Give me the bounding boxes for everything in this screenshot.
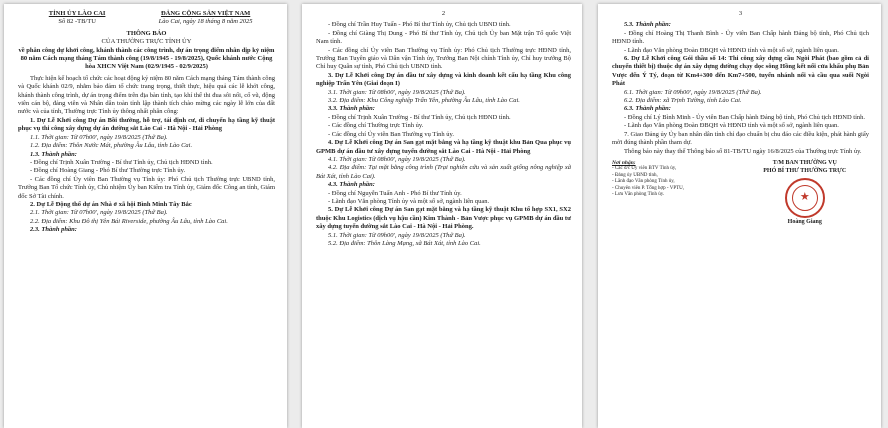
section-2-1: 2.1. Thời gian: Từ 07h00', ngày 19/8/2025 (Thứ Ba). bbox=[30, 209, 168, 217]
attendee-line: - Lãnh đạo Văn phòng Tỉnh ủy và một số sở, ngành liên quan. bbox=[328, 197, 490, 205]
attendee-line: - Đồng chí Trịnh Xuân Trường - Bí thư Tỉnh ủy, Chủ tịch HĐND tỉnh. bbox=[328, 113, 511, 121]
section-4-1: 4.1. Thời gian: Từ 08h00', ngày 19/8/2025 (Thứ Ba). bbox=[328, 155, 466, 163]
attendee-line: - Đồng chí Hoàng Thị Thanh Bình - Ủy viên Ban Chấp hành Đảng bộ tỉnh, Phó Chủ tịch HĐND tỉnh. bbox=[612, 29, 869, 46]
party-name: ĐẢNG CỘNG SẢN VIỆT NAM bbox=[160, 10, 251, 17]
attendee-line: - Các đồng chí Ủy viên Ban Thường vụ Tỉnh ủy: Phó Chủ tịch Thường trực UBND tỉnh, Trưởng Ban Tổ chức Tỉnh ủy, Chủ nhiệm Ủy ban Kiểm tra Tỉnh ủy, Giám đốc Công an tỉnh, Giám đốc Sở Tài chính. bbox=[18, 175, 275, 200]
doc-number: Số 82 -TB/TU bbox=[58, 18, 96, 26]
section-6-2: 6.2. Địa điểm: xã Trịnh Tường, tỉnh Lào Cai. bbox=[624, 97, 742, 105]
section-6-heading: 6. Dự Lễ Khởi công Gói thầu số 14: Thi công xây dựng cầu Ngòi Phát (bao gồm cả di chuyển thiết bị) thuộc dự án xây dựng đường chạy dọc sông Hồng kết nối cửa khẩu phụ Bản Vược đến Ý Tý, đoạn từ Km4+300 đến Km7+500, tuyến nhánh nối và cầu qua suối Ngòi Phát bbox=[612, 55, 869, 88]
signer-title: PHÓ BÍ THƯ THƯỜNG TRỰC bbox=[763, 167, 847, 174]
section-1-heading: 1. Dự Lễ Khởi công Dự án Bồi thường, hỗ trợ, tái định cư, di chuyển hạ tầng kỹ thuật phục vụ thi công xây dựng dự án đường sắt Lào Cai - Hà Nội - Hải Phòng bbox=[18, 116, 275, 133]
attendee-line: - Lãnh đạo Văn phòng Đoàn ĐBQH và HĐND tỉnh và một số sở, ngành liên quan. bbox=[624, 46, 839, 54]
section-2-3: 2.3. Thành phần: bbox=[30, 226, 77, 234]
section-3-2: 3.2. Địa điểm: Khu Công nghiệp Trấn Yên, phường Âu Lâu, tỉnh Lào Cai. bbox=[328, 97, 520, 105]
section-5-1: 5.1. Thời gian: Từ 09h00', ngày 19/8/2025 (Thứ Ba). bbox=[328, 231, 466, 239]
section-2-heading: 2. Dự Lễ Động thổ dự án Nhà ở xã hội Bình Minh Tây Bắc bbox=[30, 200, 192, 208]
section-3-1: 3.1. Thời gian: Từ 08h00', ngày 19/8/2025 (Thứ Ba). bbox=[328, 88, 466, 96]
recipient-item: - Đảng ủy UBND tỉnh, bbox=[612, 172, 658, 178]
section-6-1: 6.1. Thời gian: Từ 09h00', ngày 19/8/2025 (Thứ Ba). bbox=[624, 88, 762, 96]
doc-subtitle: CỦA THƯỜNG TRỰC TỈNH ỦY bbox=[101, 38, 192, 46]
attendee-line: - Các đồng chí Ủy viên Ban Thường vụ Tỉnh ủy: Phó Chủ tịch Thường trực HĐND tỉnh, Trưởng Ban Tuyên giáo và Dân vận Tỉnh ủy, Trưởng Ban Nội chính Tỉnh ủy, Chỉ huy trưởng Bộ Chỉ huy Quân sự tỉnh, Phó Chủ tịch UBND tỉnh. bbox=[316, 46, 571, 71]
page-1 bbox=[4, 4, 287, 428]
signer-org: T/M BAN THƯỜNG VỤ bbox=[772, 159, 837, 166]
page-2 bbox=[302, 4, 582, 428]
attendee-line: - Lãnh đạo Văn phòng Đoàn ĐBQH và HĐND tỉnh và một số sở, ngành liên quan. bbox=[624, 122, 839, 130]
section-5-2: 5.2. Địa điểm: Thôn Làng Mạng, xã Bát Xát, tỉnh Lào Cai. bbox=[328, 239, 481, 247]
signature-block bbox=[612, 160, 869, 227]
org-name: TỈNH ỦY LÀO CAI bbox=[48, 10, 106, 17]
signer-name: Hoàng Giang bbox=[787, 219, 822, 226]
recipient-item: - Các đ/c Ủy viên BTV Tỉnh ủy, bbox=[612, 166, 677, 172]
section-3-3: 3.3. Thành phần: bbox=[328, 105, 375, 113]
recipients-title: Nơi nhận: bbox=[612, 159, 636, 166]
section-2-2: 2.2. Địa điểm: Khu Đô thị Yên Bái Riverside, phường Âu Lâu, tỉnh Lào Cai. bbox=[30, 217, 228, 225]
attendee-line: - Các đồng chí Thường trực Tỉnh ủy. bbox=[328, 122, 424, 130]
section-4-heading: 4. Dự Lễ Khởi công Dự án San gạt mặt bằng và hạ tầng kỹ thuật khu Bản Qua phục vụ GPMB dự án đầu tư xây dựng tuyến đường sắt Lào Cai - Hà Nội - Hải Phòng bbox=[316, 139, 571, 155]
section-1-3: 1.3. Thành phần: bbox=[30, 150, 77, 158]
page-number: 3 bbox=[738, 10, 743, 17]
section-5-heading: 5. Dự Lễ Khởi công Dự án San gạt mặt bằng và hạ tầng kỹ thuật Khu tổ hợp SX1, SX2 thuộc Khu Logistics (dịch vụ hậu cần) Kim Thành - Bản Vược phục vụ GPMB dự án đầu tư xây dựng tuyến đường sắt Lào Cai - Hà Nội - Hải Phòng. bbox=[316, 206, 571, 231]
intro-paragraph: Thực hiện kế hoạch tổ chức các hoạt động kỷ niệm 80 năm Cách mạng tháng Tám thành công và Quốc khánh 02/9, nhằm bảo đảm tổ chức trang trọng, thiết thực, hiệu quả các lễ khởi công, khánh thành công trình, dự án trọng điểm trên địa bàn tỉnh, tạo khí thế thi đua sôi nổi, cổ vũ, động viên cán bộ, đảng viên và Nhân dân toàn tỉnh lập thành tích chào mừng các ngày lễ lớn của đất nước và của tỉnh, Thường trực Tỉnh ủy thông nhất phân công: bbox=[18, 74, 275, 116]
section-1-1: 1.1. Thời gian: Từ 07h00', ngày 19/8/2025 (Thứ Ba). bbox=[30, 133, 168, 141]
section-3-heading: 3. Dự Lễ Khởi công Dự án đầu tư xây dựng và kinh doanh kết cấu hạ tầng Khu công nghiệp Trấn Yên (Giai đoạn I) bbox=[316, 71, 571, 88]
attendee-line: - Đồng chí Giàng Thị Dung - Phó Bí thư Tỉnh ủy, Chủ tịch Ủy ban Mặt trận Tổ quốc Việt Nam tỉnh. bbox=[316, 29, 571, 46]
doc-subject: về phân công dự khởi công, khánh thành các công trình, dự án trọng điểm nhân dịp kỷ niệm 80 năm Cách mạng tháng Tám thành công (19/8/1945 - 19/8/2025), Quốc khánh nước Cộng hòa XHCN Việt Nam (02/9/1945 - 02/9/2025) bbox=[18, 46, 275, 71]
attendee-line: - Đồng chí Nguyễn Tuấn Anh - Phó Bí thư Tỉnh ủy. bbox=[328, 189, 462, 197]
attendee-line: - Đồng chí Trịnh Xuân Trường - Bí thư Tỉnh ủy, Chủ tịch HĐND tỉnh. bbox=[30, 158, 213, 166]
replacement-note: Thông báo này thay thế Thông báo số 81-TB/TU ngày 16/8/2025 của Thường trực Tỉnh ủy. bbox=[624, 147, 862, 155]
page-3 bbox=[598, 4, 881, 428]
attendee-line: - Đồng chí Trần Huy Tuấn - Phó Bí thư Tỉnh ủy, Chủ tịch UBND tỉnh. bbox=[328, 21, 511, 29]
attendee-line: - Đồng chí Hoàng Giang - Phó Bí thư Thường trực Tỉnh ủy. bbox=[30, 167, 186, 175]
recipient-item: - Lưu Văn phòng Tỉnh ủy. bbox=[612, 191, 665, 197]
recipient-item: - Lãnh đạo Văn phòng Tỉnh ủy, bbox=[612, 179, 675, 185]
section-6-3: 6.3. Thành phần: bbox=[624, 105, 671, 113]
recipients bbox=[612, 160, 735, 227]
section-4-3: 4.3. Thành phần: bbox=[328, 181, 375, 189]
attendee-line: - Đồng chí Lý Bình Minh - Ủy viên Ban Chấp hành Đảng bộ tỉnh, Phó Chủ tịch HĐND tỉnh. bbox=[624, 113, 866, 121]
doc-title: THÔNG BÁO bbox=[126, 29, 167, 37]
page-number: 2 bbox=[441, 10, 446, 17]
section-5-3: 5.3. Thành phần: bbox=[624, 21, 671, 29]
section-4-2: 4.2. Địa điểm: Tại mặt bằng công trình (Trại nghiên cứu và sản xuất giống nông nghiệp xã Bát Xát, tỉnh Lào Cai). bbox=[316, 164, 571, 180]
attendee-line: - Các đồng chí Ủy viên Ban Thường vụ Tỉnh ủy. bbox=[328, 130, 454, 138]
doc-date: Lào Cai, ngày 18 tháng 8 năm 2025 bbox=[158, 18, 253, 26]
section-7: 7. Giao Đảng ủy Ủy ban nhân dân tỉnh chỉ đạo chuẩn bị chu đáo các điều kiện, phát hành giấy mời đúng thành phần tham dự. bbox=[612, 130, 869, 147]
red-seal-icon bbox=[785, 178, 825, 218]
section-1-2: 1.2. Địa điểm: Thôn Nước Mát, phường Âu Lâu, tỉnh Lào Cai. bbox=[30, 142, 193, 150]
recipient-item: - Chuyên viên P. Tổng hợp - VPTU, bbox=[612, 185, 685, 191]
doc-header bbox=[18, 10, 275, 27]
signer bbox=[741, 160, 870, 227]
